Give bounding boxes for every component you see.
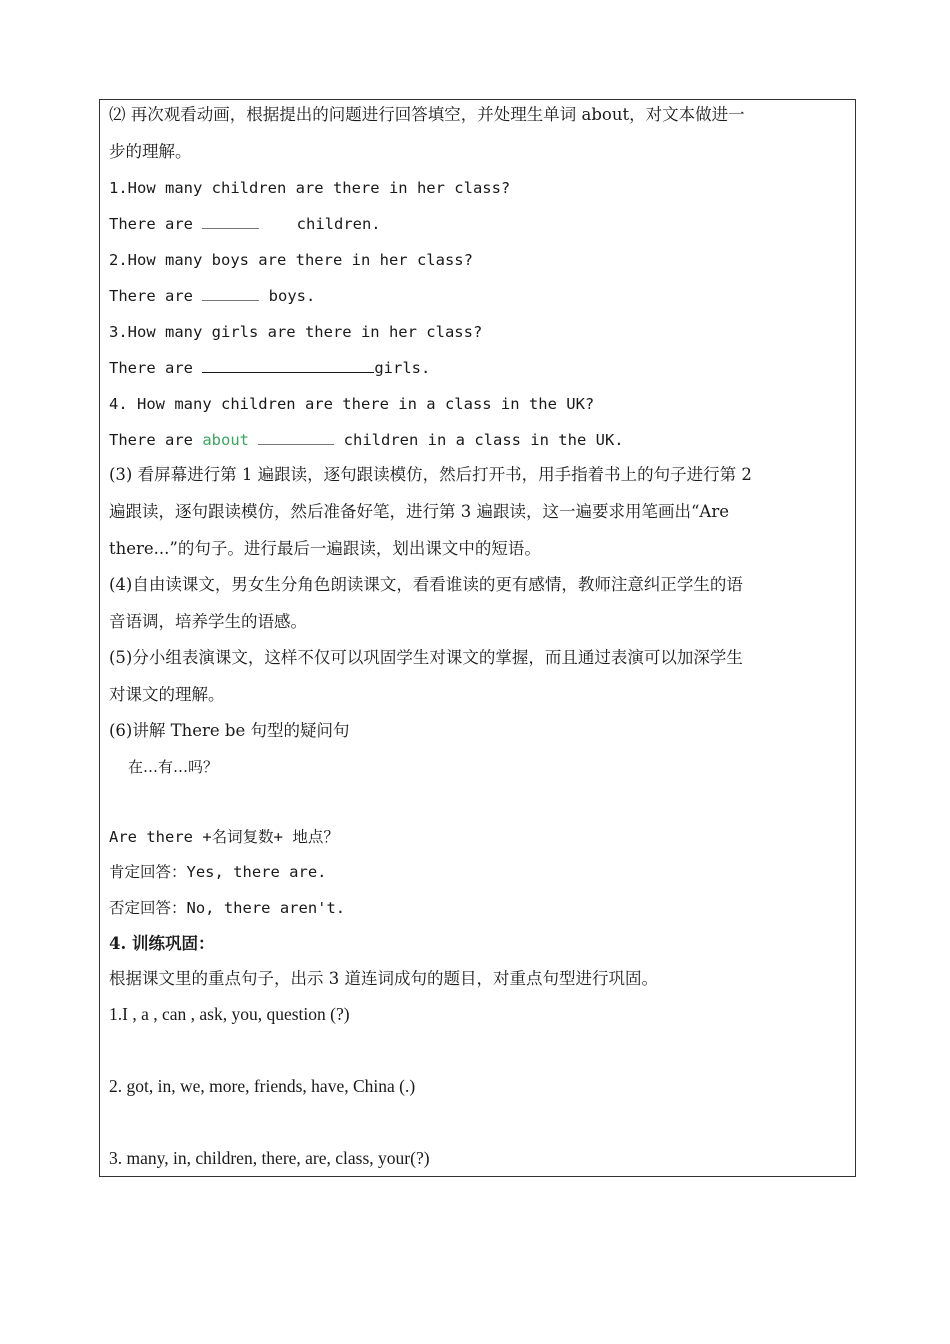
section6-title: (6)讲解 There be 句型的疑问句 bbox=[109, 721, 350, 740]
answer-2: There are boys. bbox=[109, 287, 316, 305]
section4-line2: 音语调，培养学生的语感。 bbox=[109, 612, 307, 631]
answer-4-blank bbox=[258, 430, 334, 445]
section6-positive-answer: 肯定回答：Yes, there are. bbox=[109, 863, 327, 881]
section5-line1: (5)分小组表演课文，这样不仅可以巩固学生对课文的掌握，而且通过表演可以加深学生 bbox=[109, 648, 743, 667]
section6-structure: Are there +名词复数+ 地点？ bbox=[109, 828, 339, 846]
answer-2-blank bbox=[202, 286, 259, 301]
section6-negative-answer: 否定回答：No, there aren't. bbox=[109, 899, 346, 917]
answer-3: There are girls. bbox=[109, 359, 431, 377]
section2-line1: ⑵ 再次观看动画，根据提出的问题进行回答填空，并处理生单词 about，对文本做进一 bbox=[109, 105, 745, 124]
section2-line2: 步的理解。 bbox=[109, 142, 192, 161]
section3-line2: 遍跟读，逐句跟读模仿，然后准备好笔，进行第 3 遍跟读，这一遍要求用笔画出“Are bbox=[109, 502, 729, 521]
answer-4: There are about children in a class in the UK. bbox=[109, 431, 624, 449]
practice-heading: 4. 训练巩固： bbox=[109, 934, 215, 953]
section4-line1: (4)自由读课文，男女生分角色朗读课文，看看谁读的更有感情，教师注意纠正学生的语 bbox=[109, 575, 743, 594]
practice-item-2: 2. got, in, we, more, friends, have, China (.) bbox=[109, 1076, 416, 1096]
section3-line1: (3) 看屏幕进行第 1 遍跟读，逐句跟读模仿，然后打开书，用手指着书上的句子进行第 2 bbox=[109, 465, 752, 484]
practice-item-1: 1.I , a , can , ask, you, question (?) bbox=[109, 1004, 350, 1024]
answer-3-blank bbox=[202, 358, 374, 373]
section5-line2: 对课文的理解。 bbox=[109, 685, 225, 704]
practice-item-3: 3. many, in, children, there, are, class, your(?) bbox=[109, 1148, 430, 1168]
section6-meaning: 在…有…吗？ bbox=[128, 758, 219, 776]
section3-line3: there...”的句子。进行最后一遍跟读，划出课文中的短语。 bbox=[109, 539, 541, 558]
practice-intro: 根据课文里的重点句子，出示 3 道连词成句的题目，对重点句型进行巩固。 bbox=[109, 969, 658, 988]
question-4: 4. How many children are there in a class in the UK? bbox=[109, 395, 595, 413]
answer-4-about: about bbox=[202, 431, 249, 449]
answer-1: There are children. bbox=[109, 215, 381, 233]
question-2: 2.How many boys are there in her class? bbox=[109, 251, 473, 269]
question-1: 1.How many children are there in her class? bbox=[109, 179, 511, 197]
answer-1-blank bbox=[202, 214, 259, 229]
question-3: 3.How many girls are there in her class? bbox=[109, 323, 483, 341]
